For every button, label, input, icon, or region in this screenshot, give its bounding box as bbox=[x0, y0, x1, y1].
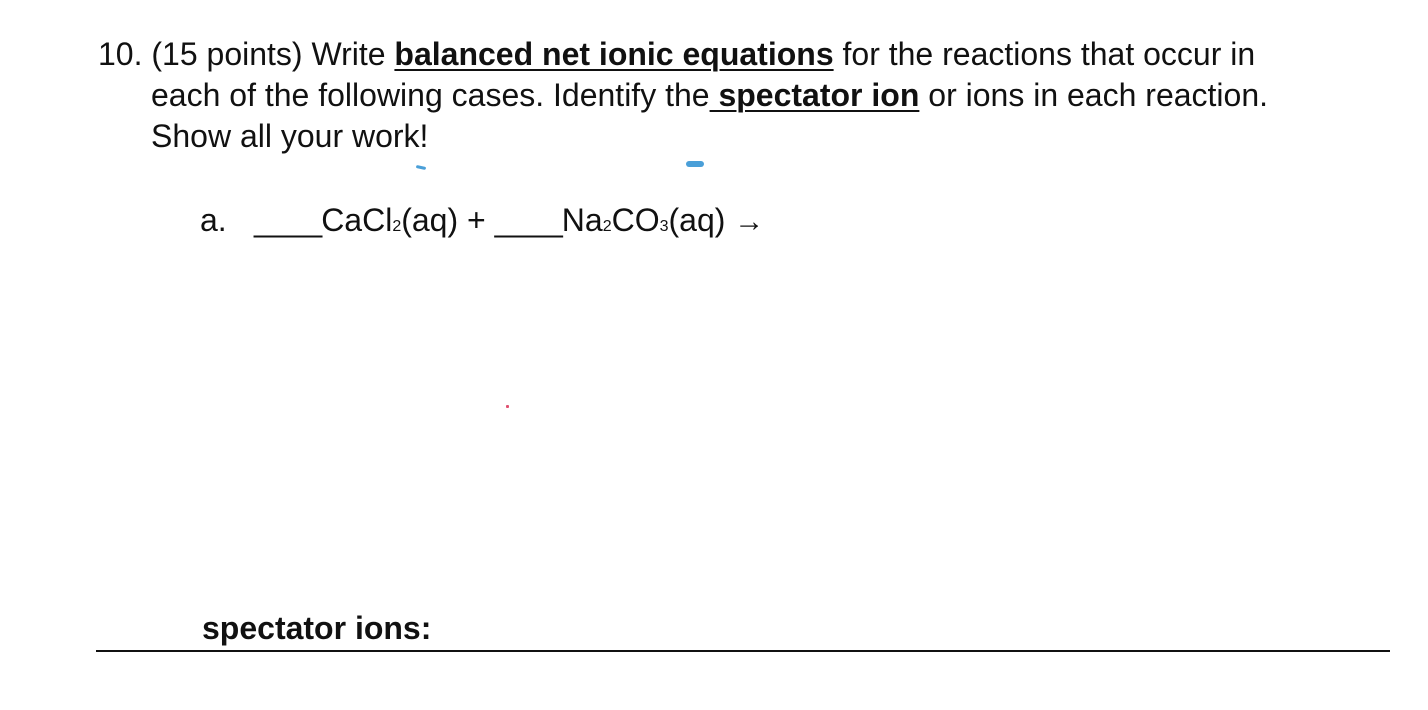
question-line-1-prefix: 10. (15 points) Write bbox=[98, 36, 395, 72]
reactant-2-state: (aq) bbox=[668, 202, 726, 238]
coefficient-blank-2: ____ bbox=[494, 202, 562, 238]
reactant-1-state: (aq) bbox=[401, 202, 459, 238]
part-a-equation bbox=[200, 198, 764, 244]
part-a-label: a. bbox=[200, 202, 227, 238]
blue-pen-mark bbox=[686, 161, 704, 167]
question-line-2-suffix: or ions in each reaction. bbox=[919, 77, 1269, 113]
question-10 bbox=[98, 34, 1388, 157]
question-line-1-suffix: for the reactions that occur in bbox=[833, 36, 1256, 72]
pink-pen-mark bbox=[506, 405, 509, 408]
question-line-3: Show all your work! bbox=[151, 118, 429, 154]
reactant-2-subscript-1: 2 bbox=[602, 218, 612, 235]
spectator-ions-label: spectator ions: bbox=[202, 610, 432, 646]
spectator-ion-emphasis: spectator ion bbox=[709, 77, 920, 113]
coefficient-blank-1: ____ bbox=[254, 202, 322, 238]
question-line-2 bbox=[98, 75, 1388, 116]
reactant-1-formula: CaCl bbox=[321, 202, 393, 238]
question-line-1 bbox=[98, 34, 1388, 75]
reactant-2-formula-part-1: Na bbox=[561, 202, 603, 238]
plus-sign: + bbox=[458, 202, 495, 238]
answer-line bbox=[96, 650, 1390, 652]
reaction-arrow-icon: → bbox=[734, 205, 765, 238]
reactant-1-subscript: 2 bbox=[392, 218, 402, 235]
reactant-2-subscript-2: 3 bbox=[659, 218, 669, 235]
blue-pen-mark bbox=[416, 165, 426, 170]
balanced-net-ionic-equations-emphasis: balanced net ionic equations bbox=[394, 36, 834, 72]
reactant-2-formula-part-2: CO bbox=[611, 202, 660, 238]
question-line-2-prefix: each of the following cases. Identify the bbox=[151, 77, 710, 113]
